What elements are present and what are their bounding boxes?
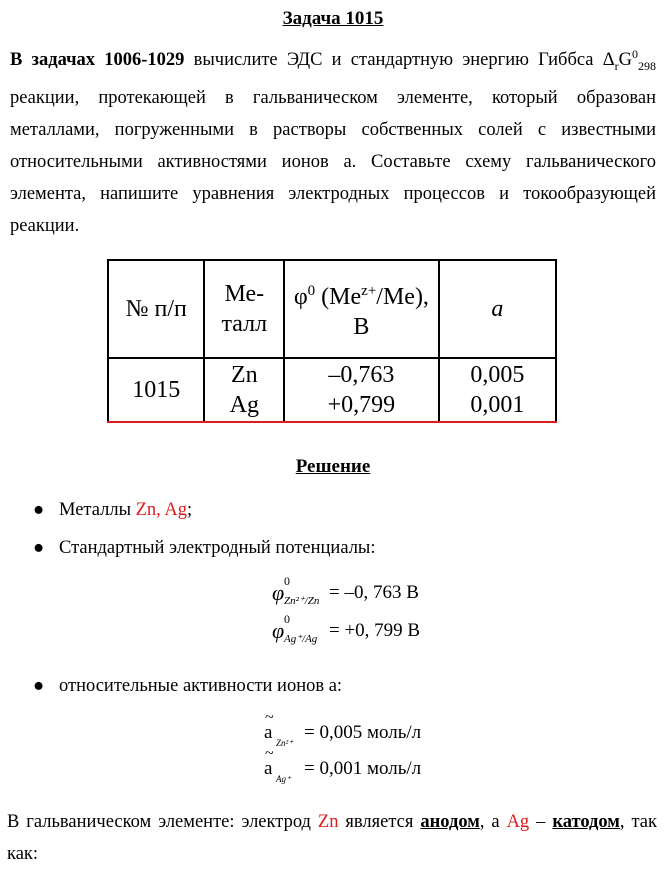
cell-metals: Zn Ag xyxy=(204,358,284,422)
anode-term: анодом xyxy=(420,812,480,832)
header-potential: $\varphi^0$ $(Me^{z+}/Me)$, В xyxy=(284,260,439,358)
formula-activity-zn: ~ a Zn²⁺ = 0,005 моль/л xyxy=(264,709,422,748)
header-number: № п/п xyxy=(108,260,204,358)
data-table xyxy=(107,259,557,423)
header-metal: Ме- талл xyxy=(204,260,284,358)
bullet-icon: ● xyxy=(33,500,45,520)
conclusion-paragraph: В гальваническом элементе: электрод Zn является анодом, а Ag – катодом, так как: xyxy=(7,812,658,864)
problem-title: Задача 1015 xyxy=(282,8,384,29)
cell-activities: 0,005 0,001 xyxy=(439,358,556,422)
cell-number: 1015 xyxy=(108,358,204,422)
formula-activity-ag: ~ a Ag⁺ = 0,001 моль/л xyxy=(264,745,422,784)
bullet-icon: ● xyxy=(33,676,45,696)
cell-potentials: –0,763 +0,799 xyxy=(284,358,439,422)
zn-highlight: Zn xyxy=(317,812,339,832)
ag-highlight: Ag xyxy=(506,812,530,832)
formula-phi-ag: φ 0 Ag⁺/Ag = +0, 799 В xyxy=(272,612,421,645)
problem-statement: В задачах 1006-1029 вычислите ЭДС и стандартную энергию Гиббса $\Delta_rG^0_{298}$ реакции, протекающей в гальваническом элементе, который образован металлами, погруженными в растворы собственных солей с известными относительными активностями ионов a. Составьте схему гальванического элемента, напишите уравнения электродных процессов и токообразующей реакции. xyxy=(10,47,656,236)
bullet-icon: ● xyxy=(33,538,45,558)
cathode-term: катодом xyxy=(552,812,620,832)
metals-highlight: Zn, Ag xyxy=(135,500,188,520)
statement-lead: В задачах 1006-1029 xyxy=(10,50,185,71)
formula-phi-zn: φ 0 Zn²⁺/Zn = –0, 763 В xyxy=(272,574,419,607)
header-activity: a xyxy=(439,260,556,358)
table-row xyxy=(108,358,556,422)
solution-title: Решение xyxy=(295,456,371,477)
document-page: Задача 1015 В задачах 1006-1029 вычислите ЭДС и стандартную энергию Гиббса $\Delta_rG^0_{298}$ реакции, протекающей в гальваническом элементе, который образован металлами, погруженными в растворы собственных солей с известными относительными активностями ионов a. Составьте схему гальванического элемента, напишите уравнения электродных процессов и токообразующей реакции. № п/п Ме- талл $\varphi^0$ $(Me^{z+}/Me)$, В a 1015 Zn Ag –0,763 +0,799 0,005 0,001 Решение ● Металлы Zn, Ag; ● Стандартный электродный потенциалы: φ 0 Zn²⁺/Zn = –0, 763 В φ 0 Ag⁺/Ag = +0, 799 В ● относительные активности ионов а: ~ a Zn²⁺ = 0,005 моль/л ~ a Ag⁺ = 0,001 моль/л В гальваническом элементе: электрод Zn является анодом, а Ag – катодом, так как: xyxy=(0,0,666,858)
table-header-row xyxy=(108,260,556,358)
